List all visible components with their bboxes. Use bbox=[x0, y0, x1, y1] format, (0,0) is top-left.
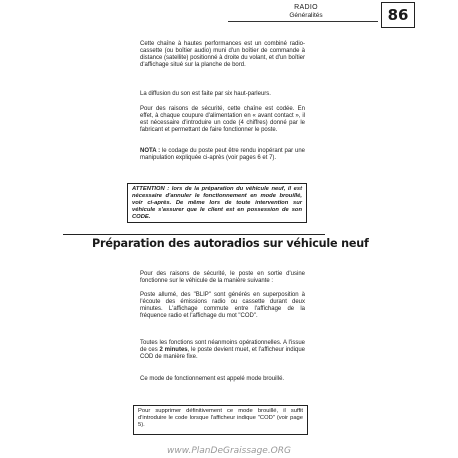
warning-text: ATTENTION : lors de la préparation du véhicule neuf, il est nécessaire d'annuler le fonctionnement en mode brouillé, voir ci-après. De même lors de toute intervention sur véhicule s'assurer que le client est en possession de son CODE. bbox=[132, 186, 302, 220]
section-paragraph-3 bbox=[140, 340, 305, 361]
section-paragraph-2: Poste allumé, des "BLIP" sont générés en superposition à l'écoute des émissions radio ou cassette durant deux minutes. L'affichage commute entre l'affichage de la fréquence radio et l'affichage du mot "COD". bbox=[140, 292, 305, 320]
nota-label: NOTA : bbox=[140, 148, 161, 154]
page-number: 86 bbox=[381, 2, 415, 28]
nota-paragraph bbox=[140, 148, 305, 162]
warning-box bbox=[127, 183, 307, 223]
nota-text: le codage du poste peut être rendu inopérant par une manipulation expliquée ci-après (voir pages 6 et 7). bbox=[140, 148, 305, 162]
p3-end: , le poste devient muet, et l'afficheur indique COD de manière fixe. bbox=[140, 347, 305, 361]
section-heading: RADIO bbox=[294, 4, 318, 11]
note-box-text: Pour supprimer définitivement ce mode brouillé, il suffit d'introduire le code lorsque l'afficheur indique "COD" (voir page 5). bbox=[138, 408, 303, 428]
note-box bbox=[133, 405, 308, 435]
section-divider bbox=[63, 234, 325, 235]
p3-bold: 2 minutes bbox=[159, 347, 188, 354]
intro-paragraph-1: Cette chaîne à hautes performances est un combiné radio-cassette (ou boîtier audio) muni d'un boîtier de commande à distance (satellite) positionné à droite du volant, et d'un boîtier d'affichage situé sur la planche de bord. bbox=[140, 41, 305, 69]
section-paragraph-1: Pour des raisons de sécurité, le poste en sortie d'usine fonctionne sur le véhicule de la manière suivante : bbox=[140, 271, 305, 285]
intro-paragraph-3: Pour des raisons de sécurité, cette chaîne est codée. En effet, à chaque coupure d'alimentation en « avant contact », il est nécessaire d'introduire un code (4 chiffres) donné par le fabricant et permettant de faire fonctionner le poste. bbox=[140, 106, 305, 134]
intro-paragraph-2: La diffusion du son est faite par six haut-parleurs. bbox=[140, 91, 271, 97]
watermark: www.PlanDeGraissage.ORG bbox=[167, 446, 291, 456]
header-divider bbox=[228, 21, 378, 22]
section-subheading: Généralités bbox=[289, 12, 323, 19]
section-title: Préparation des autoradios sur véhicule neuf bbox=[92, 237, 369, 250]
section-paragraph-4: Ce mode de fonctionnement est appelé mode brouillé. bbox=[140, 376, 285, 382]
p3-start: Toutes les fonctions sont néanmoins opérationnelles. A l'issue de ces bbox=[140, 340, 305, 354]
